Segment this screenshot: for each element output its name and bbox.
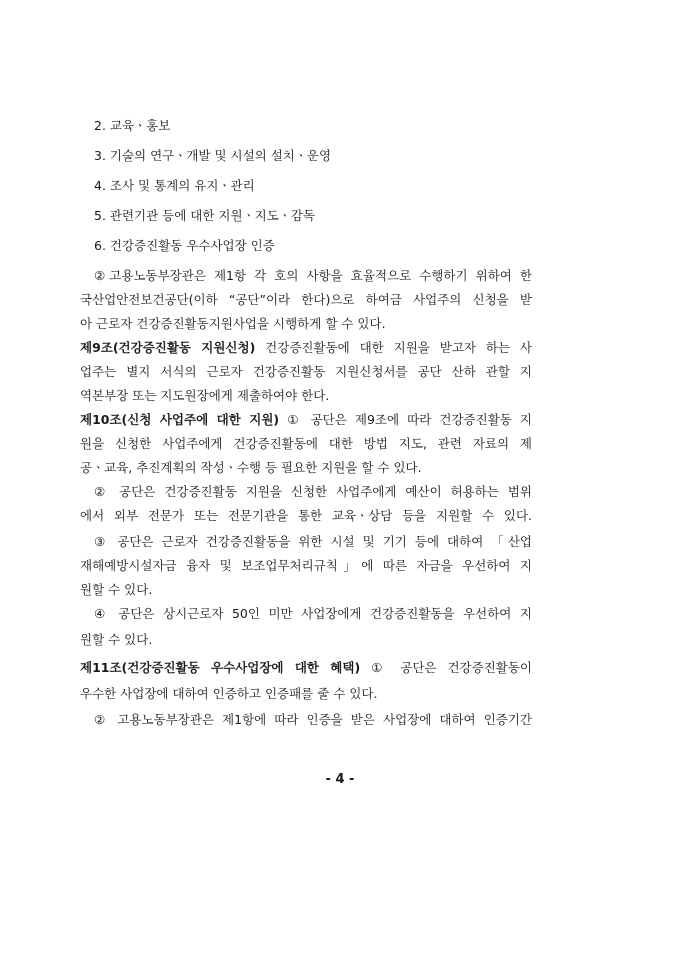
paragraph-line: 우수한 사업장에 대하여 인증하고 인증패를 줄 수 있다. [80,686,378,701]
article-11-title: 제11조(건강증진활동 우수사업장에 대한 혜택) [80,660,361,675]
paragraph-line: ②고용노동부장관은 제1항 각 호의 사항을 효율적으로 수행하기 위하여 한 [94,268,532,283]
list-item: 6. 건강증진활동 우수사업장 인증 [94,238,275,253]
paragraph-line: 원을 신청한 사업주에게 건강증진활동에 대한 방법 지도, 관련 자료의 제 [80,436,532,451]
article-9-first-line: 제9조(건강증진활동 지원신청) 건강증진활동에 대한 지원을 받고자 하는 사 [80,340,532,355]
paragraph-line: 역본부장 또는 지도원장에게 제출하여야 한다. [80,388,330,403]
paragraph-line: 재해예방시설자금 융자 및 보조업무처리규칙」에 따른 자금을 우선하여 지 [80,558,532,573]
paragraph-line: 공ㆍ교육, 추진계획의 작성ㆍ수행 등 필요한 지원을 할 수 있다. [80,460,422,475]
paragraph-line: 원할 수 있다. [80,632,153,647]
list-item: 2. 교육ㆍ홍보 [94,118,171,133]
paragraph-line: 에서 외부 전문가 또는 전문기관을 통한 교육ㆍ상담 등을 지원할 수 있다. [80,508,532,523]
list-item: 5. 관련기관 등에 대한 지원ㆍ지도ㆍ감독 [94,208,316,223]
paragraph-line: 업주는 별지 서식의 근로자 건강증진활동 지원신청서를 공단 산하 관할 지 [80,364,532,379]
paragraph-line: ③ 공단은 근로자 건강증진활동을 위한 시설 및 기기 등에 대하여 「산업 [94,534,532,549]
list-item: 3. 기술의 연구ㆍ개발 및 시설의 설치ㆍ운영 [94,148,332,163]
article-11-first-line: 제11조(건강증진활동 우수사업장에 대한 혜택) ① 공단은 건강증진활동이 [80,660,532,675]
paragraph-line: 아 근로자 건강증진활동지원사업을 시행하게 할 수 있다. [80,316,386,331]
paragraph-line: 국산업안전보건공단(이하 “공단”이라 한다)으로 하여금 사업주의 신청을 받 [80,292,532,307]
list-item: 4. 조사 및 통계의 유지ㆍ관리 [94,178,255,193]
page-number: - 4 - [325,772,355,787]
article-10-title: 제10조(신청 사업주에 대한 지원) [80,412,280,427]
article-10-first-line: 제10조(신청 사업주에 대한 지원) ① 공단은 제9조에 따라 건강증진활동 지 [80,412,532,427]
paragraph-line: ② 고용노동부장관은 제1항에 따라 인증을 받은 사업장에 대하여 인증기간 [94,712,532,727]
paragraph-line: ④ 공단은 상시근로자 50인 미만 사업장에게 건강증진활동을 우선하여 지 [94,606,532,621]
paragraph-line: ② 공단은 건강증진활동 지원을 신청한 사업주에게 예산이 허용하는 범위 [94,484,532,499]
article-9-title: 제9조(건강증진활동 지원신청) [80,340,256,355]
paragraph-line: 원할 수 있다. [80,582,153,597]
